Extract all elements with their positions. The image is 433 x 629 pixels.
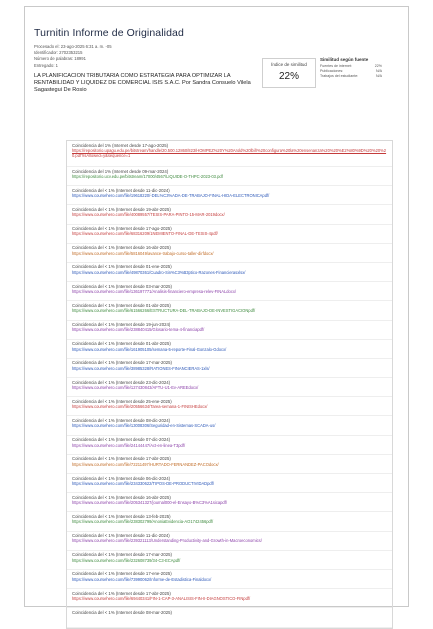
match-link[interactable]: https://repositorio.upagu.edu.pe/bitstream/handle/20.500.12860/823/HOMPEZ%20Y%20Arold%20lbiñ%20configura%20la%20ensenanza%20%20%E2%80%9D%20%20%20.pdf?isAllowed=y&sequence=1 <box>72 147 387 158</box>
match-header: Coincidencia del < 1% (Internet desde 19-abr-2025) <box>72 206 171 212</box>
match-item <box>67 359 392 378</box>
similarity-index-box <box>262 58 316 88</box>
match-item <box>67 589 392 608</box>
match-link[interactable]: https://www.coursehero.com/file/5816049/avance-trabajo-curso-taller-dirfdocx/ <box>72 250 214 256</box>
meta-processed: Procesado el: 23-ago-2025 6:31 a. m. -05 <box>34 44 112 49</box>
match-header: Coincidencia del < 1% (Internet desde 01-abr-2025) <box>72 302 171 308</box>
match-header: Coincidencia del < 1% (Internet desde 17-abr-2025) <box>72 590 171 596</box>
match-header: Coincidencia del < 1% (Internet desde 01-ene-2025) <box>72 264 172 270</box>
match-item <box>67 416 392 435</box>
match-item <box>67 512 392 531</box>
source-row-student-papers <box>320 74 382 79</box>
match-link[interactable]: https://www.coursehero.com/file/19618220/-DEL%C3%ADA-DE-TRABAJO-FINAL-HIDA-ELECTRONICApdf/ <box>72 193 270 199</box>
source-label: Publicaciones: <box>320 69 344 73</box>
match-item <box>67 167 392 186</box>
match-header: Coincidencia del < 1% (Internet desde 11-dic-2024) <box>72 187 170 193</box>
match-header: Coincidencia del < 1% (Internet desde 08-mar-2025) <box>72 609 172 615</box>
match-header: Coincidencia del 1% (Internet desde 09-mar-2024) <box>72 168 169 174</box>
match-header: Coincidencia del < 1% (Internet desde 08-dic-2024) <box>72 417 171 423</box>
match-header: Coincidencia del < 1% (Internet desde 17-ago-2025) <box>72 226 172 232</box>
meta-submitted: Entregado: 1 <box>34 62 58 68</box>
match-header: Coincidencia del < 1% (Internet desde 19-jun-2024) <box>72 322 171 327</box>
match-link[interactable]: https://www.coursehero.com/file/136197771/Analisis-financiero-empresa-relev-FINALdocx/ <box>72 289 237 295</box>
match-link[interactable]: https://www.coursehero.com/file/49870361/Cuadro-Sin%C3%B3ptico-Razones-Financierasxlsx/ <box>72 269 246 275</box>
match-item <box>67 205 392 224</box>
match-header: Coincidencia del < 1% (Internet desde 07-dic-2024) <box>72 437 171 443</box>
match-item <box>67 340 392 359</box>
match-item <box>67 282 392 301</box>
match-item <box>67 378 392 397</box>
match-item <box>67 244 392 263</box>
match-link[interactable]: https://www.coursehero.com/file/161905105/semana-5-reporte-Final-Gonzalo-Gdocx/ <box>72 346 227 352</box>
match-link[interactable]: https://www.coursehero.com/file/61566266/ESTRUCTURA-DEL-TRABAJO-DE-INVESTIGACIONpdf/ <box>72 308 256 314</box>
match-header: Coincidencia del < 1% (Internet desde 01-abr-2025) <box>72 341 171 347</box>
match-item <box>67 436 392 455</box>
match-item <box>67 608 392 627</box>
match-header: Coincidencia del < 1% (Internet desde 06-dic-2024) <box>72 475 171 481</box>
similarity-by-source-title: Similitud según fuente <box>320 57 369 62</box>
match-link[interactable]: https://www.coursehero.com/file/127430843/AFTU-U1-Ev-AREEdocx/ <box>72 384 199 390</box>
match-header: Coincidencia del < 1% (Internet desde 16-abr-2025) <box>72 245 171 251</box>
match-item <box>67 493 392 512</box>
match-header: Coincidencia del < 1% (Internet desde 11-dic-2024) <box>72 533 170 539</box>
match-item <box>67 455 392 474</box>
match-header: Coincidencia del < 1% (Internet desde 03-mar-2025) <box>72 283 172 289</box>
match-list <box>66 140 393 629</box>
match-header: Coincidencia del < 1% (Internet desde 25-ene-2025) <box>72 398 172 404</box>
meta-identifier: Identificador: 2702353215 <box>34 50 83 56</box>
match-header: Coincidencia del < 1% (Internet desde 17-mar-2025) <box>72 552 172 558</box>
match-item <box>67 263 392 282</box>
match-link[interactable]: https://www.coursehero.com/file/20556634/Tarea-semana-1-FINISHEdocx/ <box>72 404 208 410</box>
match-link[interactable]: https://www.coursehero.com/file/38985328/RATIONES-FINANCIERAS-1xls/ <box>72 365 210 371</box>
match-item <box>67 141 392 167</box>
match-link[interactable]: https://www.coursehero.com/file/68316209/1NEMIENTO-FINAL-DE-TESIS-4pdf/ <box>72 231 218 237</box>
match-header: Coincidencia del < 1% (Internet desde 17-abr-2025) <box>72 456 171 462</box>
match-link[interactable]: https://www.coursehero.com/file/234330622/TIPOS-DE-PRODUCTIVIDADpdf/ <box>72 480 214 486</box>
match-item <box>67 551 392 570</box>
match-link[interactable]: https://repositorio.ucv.edu.pe/bitstream/17000/4567/LIQUIDE-O-THPC-2023-03.pdf <box>72 173 223 179</box>
match-item <box>67 321 392 340</box>
match-link[interactable]: https://www.coursehero.com/file/73990062/Informe-de-Estadistica-Finaldocx/ <box>72 576 212 582</box>
match-header: Coincidencia del < 1% (Internet desde 13-feb-2025) <box>72 513 171 519</box>
match-header: Coincidencia del 1% (Internet desde 17-ago-2025) <box>72 142 169 148</box>
source-value: N/A <box>376 74 382 78</box>
report-title: Turnitin Informe de Originalidad <box>34 27 184 39</box>
report-meta <box>34 44 112 69</box>
meta-word-count: Número de palabras: 18991 <box>34 56 86 62</box>
similarity-index-value: 22% <box>278 71 299 82</box>
match-item <box>67 225 392 244</box>
source-label: Trabajos del estudiante: <box>320 74 359 78</box>
source-value: N/A <box>376 69 382 73</box>
match-item <box>67 301 392 320</box>
source-label: Fuentes de internet: <box>320 64 352 68</box>
source-value: 22% <box>374 64 382 68</box>
match-item <box>67 474 392 493</box>
match-header: Coincidencia del < 1% (Internet desde 17-mar-2025) <box>72 360 172 366</box>
match-item <box>67 397 392 416</box>
similarity-by-source <box>320 57 382 79</box>
match-link[interactable]: https://www.coursehero.com/file/205341327/journal000-el-Ensayo-B%C3%A1sicapdf/ <box>72 500 227 506</box>
match-link[interactable]: https://www.coursehero.com/file/238302799/AnoniaEvidencia-AO1742456pdf/ <box>72 519 214 525</box>
match-link[interactable]: https://www.coursehero.com/file/232608739/34-C3-ECApdf/ <box>72 557 181 563</box>
match-link[interactable]: https://www.coursehero.com/file/40089557/TESIS-PARA-PINTO-15-MAR-2019docx/ <box>72 212 225 218</box>
match-link[interactable]: https://www.coursehero.com/file/69440341/FIN-1-CAP-3-ANALISIS-FIN-II-DIAGNOSTICO-FINpdf/ <box>72 596 251 602</box>
match-link[interactable]: https://www.coursehero.com/file/24144447/Act-en-linea-T3pdf/ <box>72 442 186 448</box>
match-link[interactable]: https://www.coursehero.com/file/13008306/Seguridad-en-Sistemas-SCADA-us/ <box>72 423 216 429</box>
match-link[interactable]: https://www.coursehero.com/file/239321113/Understanding-Productivity-and-Growth-in-Macroeconomics/ <box>72 538 262 544</box>
match-link[interactable]: https://www.coursehero.com/file/72211497/HURTADO-FERNANDEZ-PACOdocx/ <box>72 461 219 467</box>
match-item <box>67 532 392 551</box>
match-header: Coincidencia del < 1% (Internet desde 23-dic-2024) <box>72 379 171 385</box>
match-header: Coincidencia del < 1% (Internet desde 16-abr-2025) <box>72 494 171 500</box>
match-item <box>67 186 392 205</box>
match-header: Coincidencia del < 1% (Internet desde 17-ene-2025) <box>72 571 172 577</box>
similarity-index-label: Índice de similitud <box>271 62 307 67</box>
document-title: LA PLANIFICACION TRIBUTARIA COMO ESTRATEGIA PARA OPTIMIZAR LA RENTABILIDAD Y LIQUIDEZ DE COMERCIAL ISIS S.A.C. Por Sandra Consuelo Vilela Sagastegui De Rosio <box>34 73 251 93</box>
match-link[interactable]: https://www.coursehero.com/file/238840415/Glosario-tema-4-financiapdf/ <box>72 327 205 333</box>
match-item <box>67 570 392 589</box>
